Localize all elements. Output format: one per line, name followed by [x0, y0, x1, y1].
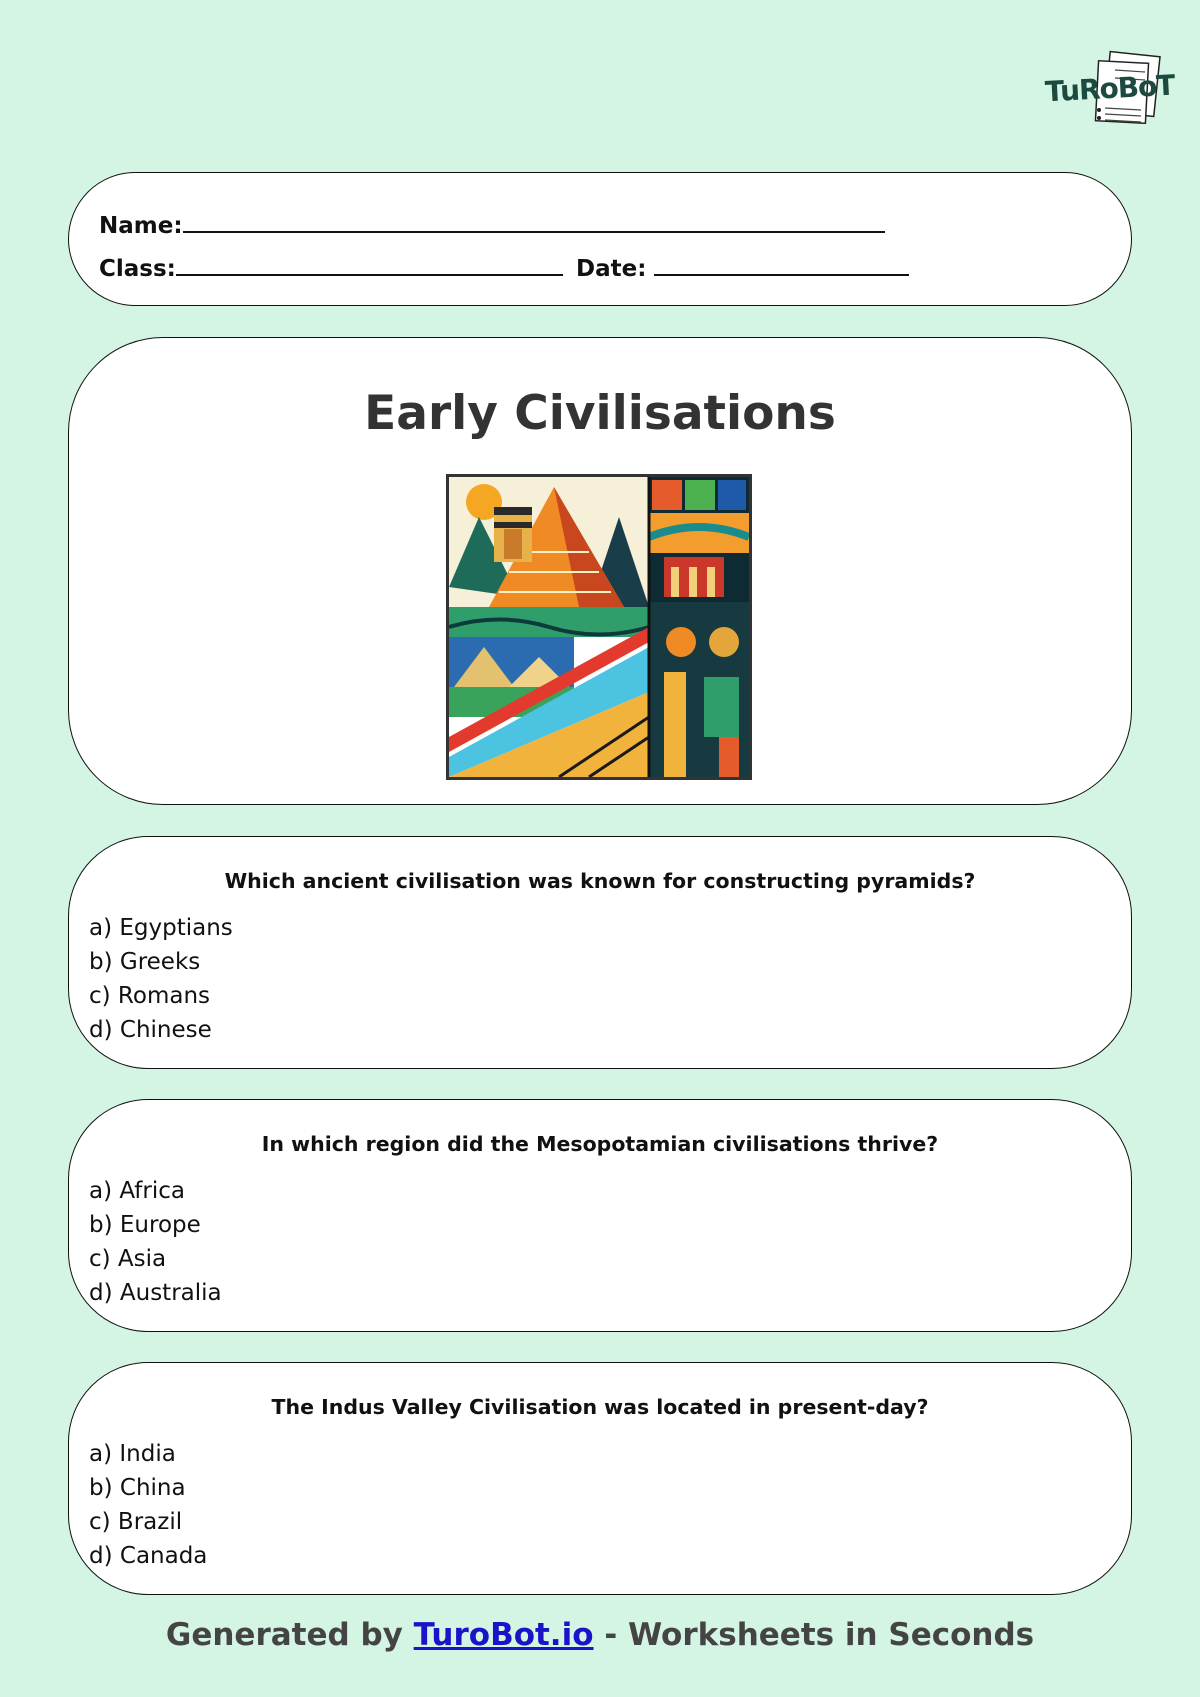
answer-option[interactable]: d) Chinese	[89, 1017, 212, 1043]
question-text: Which ancient civilisation was known for constructing pyramids?	[224, 869, 976, 893]
name-label: Name:	[99, 213, 183, 239]
student-info-card	[68, 172, 1132, 306]
class-row	[99, 254, 563, 282]
answer-option[interactable]: b) China	[89, 1475, 186, 1501]
question-card-2	[68, 1099, 1132, 1332]
answer-option[interactable]: c) Brazil	[89, 1509, 183, 1535]
answer-option[interactable]: b) Europe	[89, 1212, 201, 1238]
answer-option[interactable]: b) Greeks	[89, 949, 201, 975]
answer-option[interactable]: d) Australia	[89, 1280, 222, 1306]
answer-option[interactable]: c) Romans	[89, 983, 211, 1009]
footer-prefix: Generated by	[165, 1617, 403, 1653]
footer	[0, 1617, 1200, 1653]
question-card-3	[68, 1362, 1132, 1595]
answer-option[interactable]: a) Africa	[89, 1178, 185, 1204]
answer-option[interactable]: c) Asia	[89, 1246, 167, 1272]
footer-suffix: - Worksheets in Seconds	[604, 1617, 1035, 1653]
question-card-1	[68, 836, 1132, 1069]
name-field[interactable]	[183, 211, 885, 233]
answer-option[interactable]: d) Canada	[89, 1543, 208, 1569]
date-row	[576, 254, 909, 282]
turobot-logo	[1044, 50, 1176, 140]
title-card	[68, 337, 1132, 805]
worksheet-title: Early Civilisations	[364, 386, 836, 441]
logo-text: TuRoBoT	[1044, 68, 1176, 109]
answer-option[interactable]: a) Egyptians	[89, 915, 233, 941]
question-text: The Indus Valley Civilisation was located in present-day?	[271, 1395, 929, 1419]
answer-option[interactable]: a) India	[89, 1441, 176, 1467]
date-label: Date:	[576, 256, 647, 282]
date-field[interactable]	[654, 254, 909, 276]
name-row	[99, 211, 885, 239]
class-label: Class:	[99, 256, 176, 282]
civilisations-illustration	[446, 474, 752, 780]
class-field[interactable]	[176, 254, 563, 276]
question-text: In which region did the Mesopotamian civilisations thrive?	[261, 1132, 939, 1156]
turobot-link[interactable]: TuroBot.io	[413, 1617, 594, 1653]
